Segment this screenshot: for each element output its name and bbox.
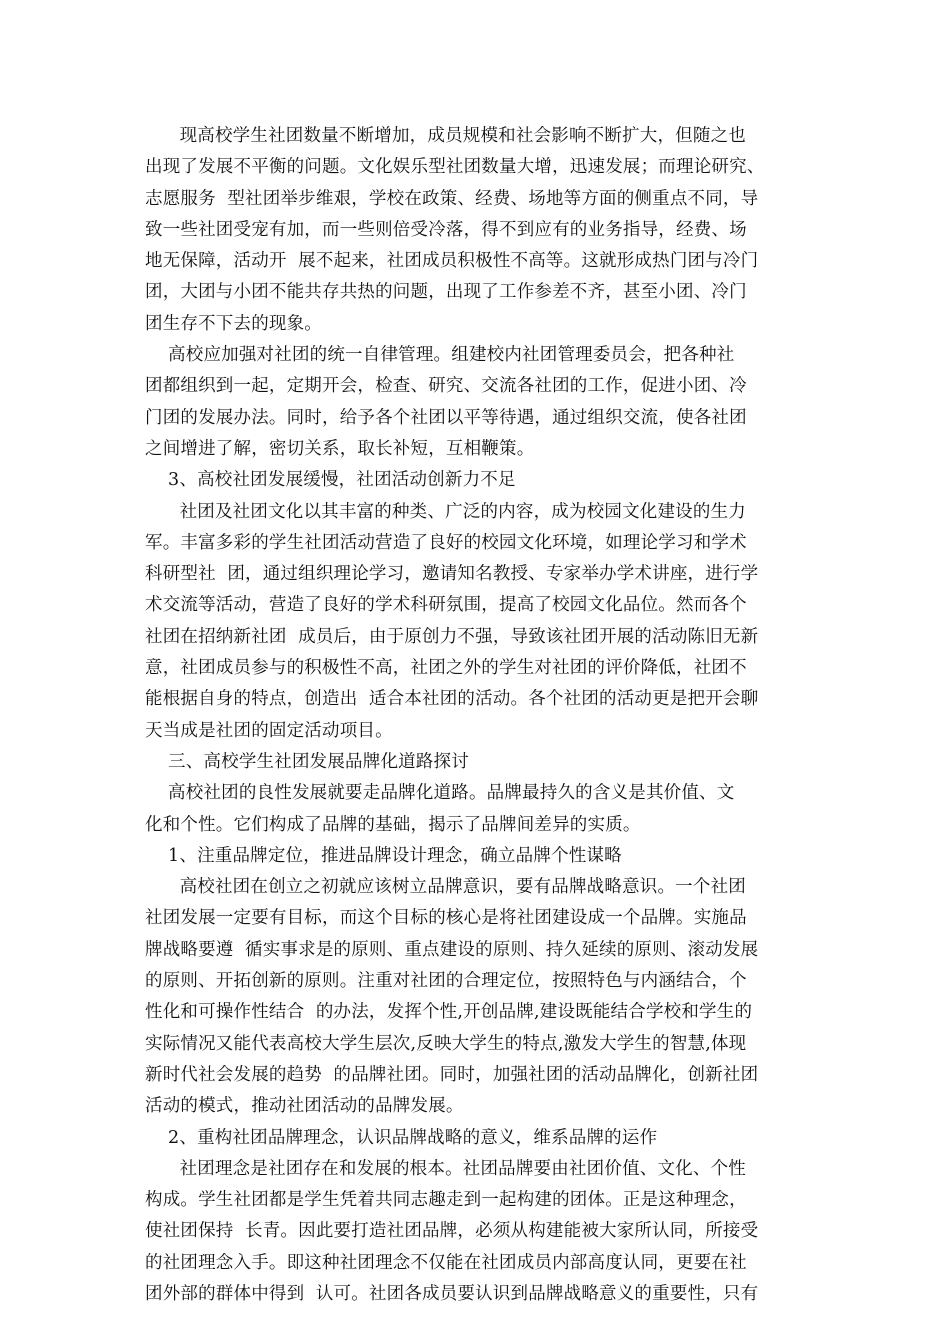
text-line: 天当成是社团的固定活动项目。 <box>145 720 393 741</box>
text-line: 活动的模式，推动社团活动的品牌发展。 <box>145 1096 464 1117</box>
text-line: 高校社团在创立之初就应该树立品牌意识，要有品牌战略意识。一个社团 <box>145 877 746 898</box>
text-line: 的社团理念入手。即这种社团理念不仅能在社团成员内部高度认同，更要在社 <box>145 1252 747 1273</box>
text-line: 志愿服务 型社团举步维艰，学校在政策、经费、场地等方面的侧重点不同，导 <box>145 188 759 209</box>
text-line: 高校社团的良性发展就要走品牌化道路。品牌最持久的含义是其价值、文 <box>145 783 735 804</box>
text-line: 社团及社团文化以其丰富的种类、广泛的内容，成为校园文化建设的生力 <box>145 501 746 522</box>
text-line: 社团理念是社团存在和发展的根本。社团品牌要由社团价值、文化、个性 <box>145 1158 746 1179</box>
text-line: 能根据自身的特点，创造出 适合本社团的活动。各个社团的活动更是把开会聊 <box>145 689 759 710</box>
text-line: 化和个性。它们构成了品牌的基础，揭示了品牌间差异的实质。 <box>145 814 641 835</box>
text-line: 牌战略要遵 循实事求是的原则、重点建设的原则、持久延续的原则、滚动发展 <box>145 939 759 960</box>
text-line: 术交流等活动，营造了良好的学术科研氛围，提高了校园文化品位。然而各个 <box>145 595 747 616</box>
text-line: 使社团保持 长青。因此要打造社团品牌，必须从构建能被大家所认同，所接受 <box>145 1221 759 1242</box>
text-line: 军。丰富多彩的学生社团活动营造了良好的校园文化环境，如理论学习和学术 <box>145 532 747 553</box>
text-line: 团都组织到一起，定期开会，检查、研究、交流各社团的工作，促进小团、冷 <box>145 376 747 397</box>
text-line: 实际情况又能代表高校大学生层次,反映大学生的特点,激发大学生的智慧,体现 <box>145 1033 747 1054</box>
text-line: 出现了发展不平衡的问题。文化娱乐型社团数量大增，迅速发展；而理论研究、 <box>145 157 765 178</box>
document-body <box>145 121 810 1310</box>
text-line: 门团的发展办法。同时，给予各个社团以平等待遇，通过组织交流，使各社团 <box>145 407 747 428</box>
text-line: 性化和可操作性结合 的办法，发挥个性,开创品牌,建设既能结合学校和学生的 <box>145 1002 753 1023</box>
text-line: 团生存不下去的现象。 <box>145 313 322 334</box>
text-line: 社团在招纳新社团 成员后，由于原创力不强，导致该社团开展的活动陈旧无新 <box>145 626 759 647</box>
text-line: 三、高校学生社团发展品牌化道路探讨 <box>145 751 469 772</box>
text-line: 现高校学生社团数量不断增加，成员规模和社会影响不断扩大，但随之也 <box>145 126 746 146</box>
text-line: 科研型社 团，通过组织理论学习，邀请知名教授、专家举办学术讲座，进行学 <box>145 564 759 585</box>
text-line: 高校应加强对社团的统一自律管理。组建校内社团管理委员会，把各种社 <box>145 345 735 366</box>
text-line: 3、高校社团发展缓慢，社团活动创新力不足 <box>145 470 516 491</box>
text-line: 之间增进了解，密切关系，取长补短，互相鞭策。 <box>145 438 535 459</box>
text-line: 团，大团与小团不能共存共热的问题，出现了工作参差不齐，甚至小团、冷门 <box>145 282 747 303</box>
text-line: 的原则、开拓创新的原则。注重对社团的合理定位，按照特色与内涵结合，个 <box>145 971 747 992</box>
text-line: 新时代社会发展的趋势 的品牌社团。同时，加强社团的活动品牌化，创新社团 <box>145 1064 759 1085</box>
text-line: 2、重构社团品牌理念，认识品牌战略的意义，维系品牌的运作 <box>145 1127 658 1148</box>
text-line: 构成。学生社团都是学生凭着共同志趣走到一起构建的团体。正是这种理念， <box>145 1190 747 1211</box>
text-line: 致一些社团受宠有加，而一些则倍受冷落，得不到应有的业务指导，经费、场 <box>145 219 747 240</box>
text-line: 社团发展一定要有目标，而这个目标的核心是将社团建设成一个品牌。实施品 <box>145 908 747 929</box>
text-line: 1、注重品牌定位，推进品牌设计理念，确立品牌个性谋略 <box>145 845 622 866</box>
text-line: 意，社团成员参与的积极性不高，社团之外的学生对社团的评价降低，社团不 <box>145 658 747 679</box>
text-line: 地无保障，活动开 展不起来，社团成员积极性不高等。这就形成热门团与冷门 <box>145 251 759 272</box>
text-line: 团外部的群体中得到 认可。社团各成员要认识到品牌战略意义的重要性，只有 <box>145 1283 759 1304</box>
